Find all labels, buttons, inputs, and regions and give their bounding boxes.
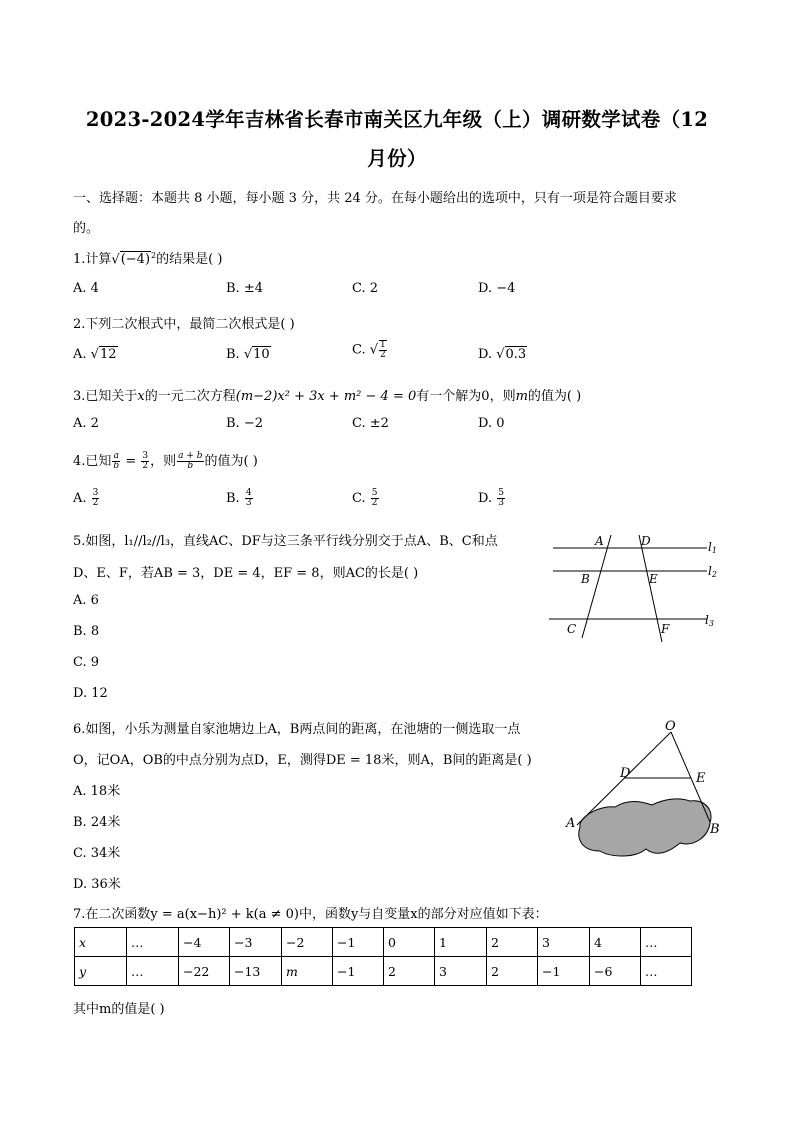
q4-option-d: D. $\frac{5}{3}$ (478, 488, 504, 508)
label-o: O (665, 719, 676, 734)
q1-option-b: B. ±4 (226, 281, 263, 296)
question-4: 4.已知 $\frac{a}{b}$ = $\frac{3}{2}$ ，则 $\frac{a + b}{b}$ 的值为( ) (73, 451, 258, 471)
q3-option-c: C. ±2 (352, 416, 389, 431)
table-cell: … (127, 957, 179, 986)
label-l3: l3 (705, 613, 714, 628)
table-cell: 0 (384, 928, 435, 957)
q3-option-d: D. 0 (478, 416, 505, 431)
question-7: 7.在二次函数y = a(x−h)² + k(a ≠ 0)中，函数y与自变量x的部分对应值如下表： (73, 907, 548, 922)
section-heading-line2: 的。 (73, 221, 100, 236)
table-cell: −22 (179, 957, 230, 986)
table-cell: 2 (487, 928, 538, 957)
table-cell: 3 (435, 957, 487, 986)
table-row-x (75, 928, 692, 957)
q1-option-d: D. −4 (478, 281, 516, 296)
sqrt-symbol: $√(-4)^2$ (111, 250, 157, 267)
question-3: 3.已知关于x的一元二次方程(m−2)x² + 3x + m² − 4 = 0有一个解为0，则m的值为( ) (73, 389, 582, 404)
label-a: A (595, 534, 604, 548)
label-d: D (620, 766, 631, 781)
parallel-lines-figure (545, 530, 725, 650)
table-cell: −1 (333, 928, 384, 957)
question-6-line2: O，记OA，OB的中点分别为点D，E，测得DE = 18米，则A，B间的距离是( ) (73, 753, 532, 768)
q3-option-a: A. 2 (73, 416, 99, 431)
table-cell: 2 (384, 957, 435, 986)
table-cell: y (75, 957, 127, 986)
page-title: 2023-2024学年吉林省长春市南关区九年级（上）调研数学试卷（12 (85, 108, 709, 131)
table-cell: … (641, 957, 692, 986)
table-cell: 1 (435, 928, 487, 957)
table-cell: −1 (538, 957, 590, 986)
table-cell: 4 (590, 928, 641, 957)
q2-option-b: B. √10 (226, 347, 270, 362)
label-a: A (566, 816, 576, 831)
table-cell: … (641, 928, 692, 957)
q5-option-c: C. 9 (73, 655, 100, 670)
q2-option-a: A. √12 (73, 347, 117, 362)
question-7-followup: 其中m的值是( ) (73, 1002, 165, 1017)
q5-option-b: B. 8 (73, 624, 100, 639)
q4-option-a: A. $\frac{3}{2}$ (73, 488, 99, 508)
pond-shape (579, 799, 711, 856)
question-1: 1.计算$√(-4)^2$的结果是( ) (73, 250, 223, 267)
q5-option-d: D. 12 (73, 686, 108, 701)
q6-option-d: D. 36米 (73, 877, 121, 892)
q6-option-b: B. 24米 (73, 815, 121, 830)
table-cell: −13 (230, 957, 282, 986)
label-e: E (696, 771, 706, 786)
question-6: 6.如图，小乐为测量自家池塘边上A，B两点间的距离，在池塘的一侧选取一点 (73, 722, 521, 737)
q6-option-c: C. 34米 (73, 846, 121, 861)
table-cell: −6 (590, 957, 641, 986)
table-cell: x (75, 928, 127, 957)
question-5: 5.如图，l₁//l₂//l₃，直线AC、DF与这三条平行线分别交于点A、B、C和点 (73, 534, 498, 549)
table-row-y (75, 957, 692, 986)
q2-option-c: C. √ $\frac{1}{2}$ (352, 340, 386, 360)
question-5-line2: D、E、F，若AB = 3，DE = 4，EF = 8，则AC的长是( ) (73, 566, 419, 581)
q1-pre: 1.计算 (73, 252, 112, 267)
table-cell: 3 (538, 928, 590, 957)
label-l2: l2 (708, 564, 717, 579)
q4-option-c: C. $\frac{5}{2}$ (352, 488, 378, 508)
value-table (74, 927, 692, 986)
label-c: C (567, 622, 577, 636)
table-cell: m (282, 957, 333, 986)
label-d: D (641, 534, 651, 548)
label-l1: l1 (708, 540, 717, 555)
q4-option-b: B. $\frac{4}{3}$ (226, 488, 252, 508)
table-cell: −2 (282, 928, 333, 957)
q5-option-a: A. 6 (73, 593, 99, 608)
table-cell: −4 (179, 928, 230, 957)
table-cell: −3 (230, 928, 282, 957)
section-heading: 一、选择题：本题共 8 小题，每小题 3 分，共 24 分。在每小题给出的选项中，只有一项是符合题目要求 (73, 191, 677, 206)
q1-option-c: C. 2 (352, 281, 379, 296)
q6-option-a: A. 18米 (73, 784, 121, 799)
label-f: F (661, 622, 670, 636)
label-b: B (581, 572, 590, 586)
pond-figure (560, 715, 730, 865)
table-cell: … (127, 928, 179, 957)
table-cell: 2 (487, 957, 538, 986)
q1-option-a: A. 4 (73, 281, 99, 296)
question-2: 2.下列二次根式中，最简二次根式是( ) (73, 317, 295, 332)
q2-option-d: D. √0.3 (478, 347, 527, 362)
page-title-line2: 月份） (367, 147, 427, 170)
label-b: B (710, 822, 720, 837)
q3-option-b: B. −2 (226, 416, 263, 431)
table-cell: −1 (333, 957, 384, 986)
label-e: E (649, 572, 658, 586)
